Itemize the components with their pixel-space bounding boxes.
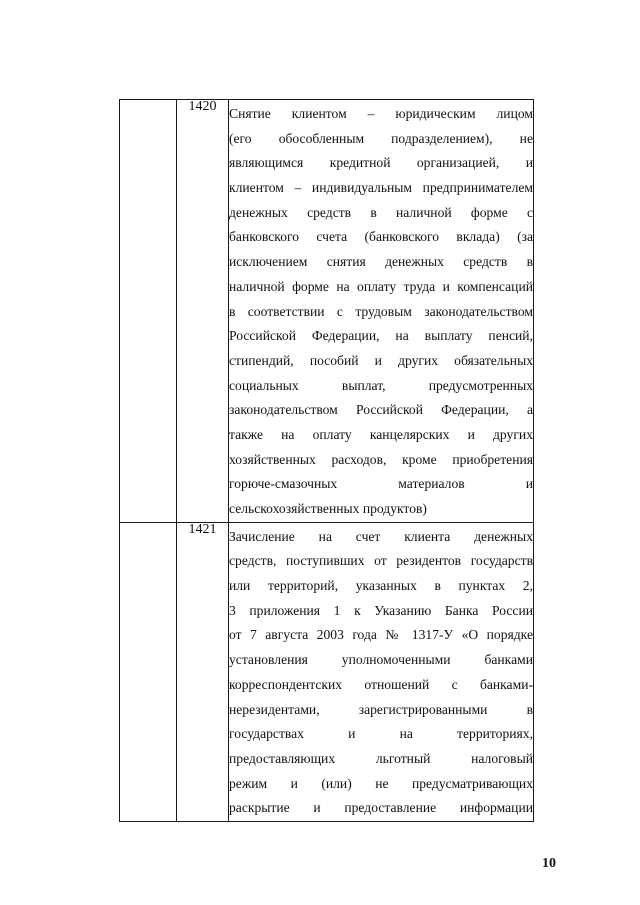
text-line: нерезидентами, зарегистрированными в	[229, 701, 533, 717]
text-line: законодательством Российской Федерации, а	[229, 402, 533, 418]
text-line: 3 приложения 1 к Указанию Банка России	[229, 602, 533, 618]
text-line: клиентом – индивидуальным предпринимателем	[229, 180, 533, 196]
table-row-1421	[120, 522, 534, 821]
text-line: Зачисление на счет клиента денежных	[229, 528, 533, 544]
text-line: Снятие клиентом – юридическим лицом	[229, 106, 533, 121]
text-line: хозяйственных расходов, кроме приобретения	[229, 451, 533, 467]
text-line: (его обособленным подразделением), не	[229, 130, 533, 146]
text-line: режим и (или) не предусматривающих	[229, 775, 533, 791]
text-line: банковского счета (банковского вклада) (за	[229, 229, 533, 245]
page-number: 10	[542, 856, 556, 871]
text-line: сельскохозяйственных продуктов)	[229, 501, 427, 516]
text-line: исключением снятия денежных средств в	[229, 254, 533, 270]
text-line: средств, поступивших от резидентов государств	[229, 553, 533, 569]
text-line: предоставляющих льготный налоговый	[229, 750, 533, 766]
code-cell: 1421	[177, 522, 229, 821]
description-cell	[229, 522, 534, 821]
description-cell	[229, 100, 534, 523]
text-line: установления уполномоченными банками	[229, 652, 533, 668]
table-row-1420	[120, 100, 534, 523]
text-line: также на оплату канцелярских и других	[229, 426, 533, 442]
text-line: или территорий, указанных в пунктах 2,	[229, 578, 533, 594]
text-line: социальных выплат, предусмотренных	[229, 377, 533, 393]
code-cell: 1420	[177, 100, 229, 523]
text-line: являющимся кредитной организацией, и	[229, 155, 533, 171]
text-line: государствах и на территориях,	[229, 726, 533, 742]
text-line: Российской Федерации, на выплату пенсий,	[229, 328, 533, 344]
text-line: корреспондентских отношений с банками-	[229, 676, 533, 692]
text-line: от 7 августа 2003 года № 1317-У «О порядке	[229, 627, 533, 643]
blank-cell	[120, 100, 177, 523]
blank-cell	[120, 522, 177, 821]
text-line: горюче-смазочных материалов и	[229, 476, 533, 492]
text-line: в соответствии с трудовым законодательством	[229, 303, 533, 319]
operation-codes-table	[119, 99, 534, 822]
text-line: раскрытие и предоставление информации	[229, 800, 533, 816]
text-line: денежных средств в наличной форме с	[229, 204, 533, 220]
text-line: стипендий, пособий и других обязательных	[229, 352, 533, 368]
text-line: наличной форме на оплату труда и компенсаций	[229, 278, 533, 294]
